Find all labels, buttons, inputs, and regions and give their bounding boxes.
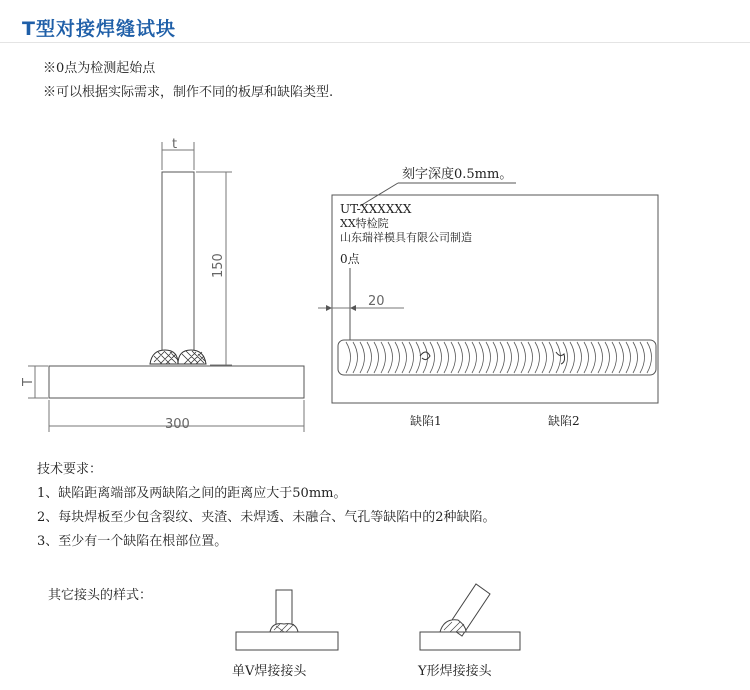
weld-ripple xyxy=(605,342,610,373)
defect1-mark xyxy=(420,352,430,360)
weld-ripple xyxy=(388,342,393,373)
weld-ripple xyxy=(444,342,449,373)
weld-ripple xyxy=(381,342,386,373)
weld-ripple xyxy=(514,342,519,373)
requirement-item: 1、缺陷距离端部及两缺陷之间的距离应大于50mm。 xyxy=(37,486,347,501)
weld-ripple xyxy=(647,342,652,373)
weld-ripple xyxy=(402,342,407,373)
weld-ripple xyxy=(479,342,484,373)
weld-ripple xyxy=(423,342,428,373)
weld-ripple xyxy=(598,342,603,373)
requirements-heading: 技术要求： xyxy=(37,462,103,477)
weld-ripple xyxy=(619,342,624,373)
weld-ripple xyxy=(374,342,379,373)
note-custom: ※可以根据实际需求，制作不同的板厚和缺陷类型. xyxy=(43,85,334,100)
weld-ripple xyxy=(549,342,554,373)
single-v-caption: 单V焊接接头 xyxy=(232,664,307,679)
weld-ripple xyxy=(360,342,365,373)
weld-ripple xyxy=(395,342,400,373)
other-joints-heading: 其它接头的样式： xyxy=(48,588,153,603)
weld-ripple xyxy=(521,342,526,373)
weld-ripple xyxy=(542,342,547,373)
weld-ripple xyxy=(535,342,540,373)
zero-point-label: 0点 xyxy=(340,252,360,266)
height-label: 150 xyxy=(211,253,226,278)
weld-ripple xyxy=(528,342,533,373)
weld-ripple xyxy=(353,342,358,373)
weld-ripple xyxy=(591,342,596,373)
note-zero-point: ※0点为检测起始点 xyxy=(43,61,156,76)
t-label: t xyxy=(172,137,178,152)
weld-ripple xyxy=(584,342,589,373)
weld-ripple xyxy=(577,342,582,373)
page-title: T型对接焊缝试块 xyxy=(22,18,176,40)
y-joint-caption: Y形焊接接头 xyxy=(418,664,492,679)
weld-ripple xyxy=(612,342,617,373)
weld-ripple xyxy=(626,342,631,373)
double-bevel-weld xyxy=(150,350,206,364)
weld-ripple xyxy=(465,342,470,373)
defect1-label: 缺陷1 xyxy=(410,414,442,428)
single-v-joint xyxy=(236,590,338,650)
weld-ripple xyxy=(416,342,421,373)
weld-ripple xyxy=(472,342,477,373)
weld-ripple xyxy=(493,342,498,373)
thickness-label: T xyxy=(21,378,36,386)
requirement-item: 2、每块焊板至少包含裂纹、夹渣、未焊透、未融合、气孔等缺陷中的2种缺陷。 xyxy=(37,510,496,525)
weld-ripple xyxy=(458,342,463,373)
length-label: 300 xyxy=(165,417,190,432)
weld-ripple xyxy=(640,342,645,373)
t-joint-diagram xyxy=(28,142,304,432)
weld-ripples xyxy=(346,342,652,373)
engraved-line-2: XX特检院 xyxy=(340,217,389,230)
weld-ripple xyxy=(430,342,435,373)
weld-ripple xyxy=(486,342,491,373)
base-plate xyxy=(49,366,304,398)
weld-ripple xyxy=(437,342,442,373)
offset-label: 20 xyxy=(368,294,385,309)
weld-ripple xyxy=(451,342,456,373)
weld-ripple xyxy=(409,342,414,373)
weld-ripple xyxy=(346,342,351,373)
weld-ripple xyxy=(633,342,638,373)
weld-ripple xyxy=(556,342,561,373)
weld-ripple xyxy=(570,342,575,373)
engraved-line-1: UT-XXXXXX xyxy=(340,202,412,216)
requirement-item: 3、至少有一个缺陷在根部位置。 xyxy=(37,534,228,549)
y-joint xyxy=(420,584,520,650)
weld-ripple xyxy=(563,342,568,373)
weld-ripple xyxy=(500,342,505,373)
vertical-plate xyxy=(162,172,194,362)
engraved-line-3: 山东瑞祥模具有限公司制造 xyxy=(340,231,472,244)
weld-ripple xyxy=(507,342,512,373)
weld-ripple xyxy=(367,342,372,373)
engraving-callout: 刻字深度0.5mm。 xyxy=(402,167,513,182)
defect2-label: 缺陷2 xyxy=(548,414,580,428)
